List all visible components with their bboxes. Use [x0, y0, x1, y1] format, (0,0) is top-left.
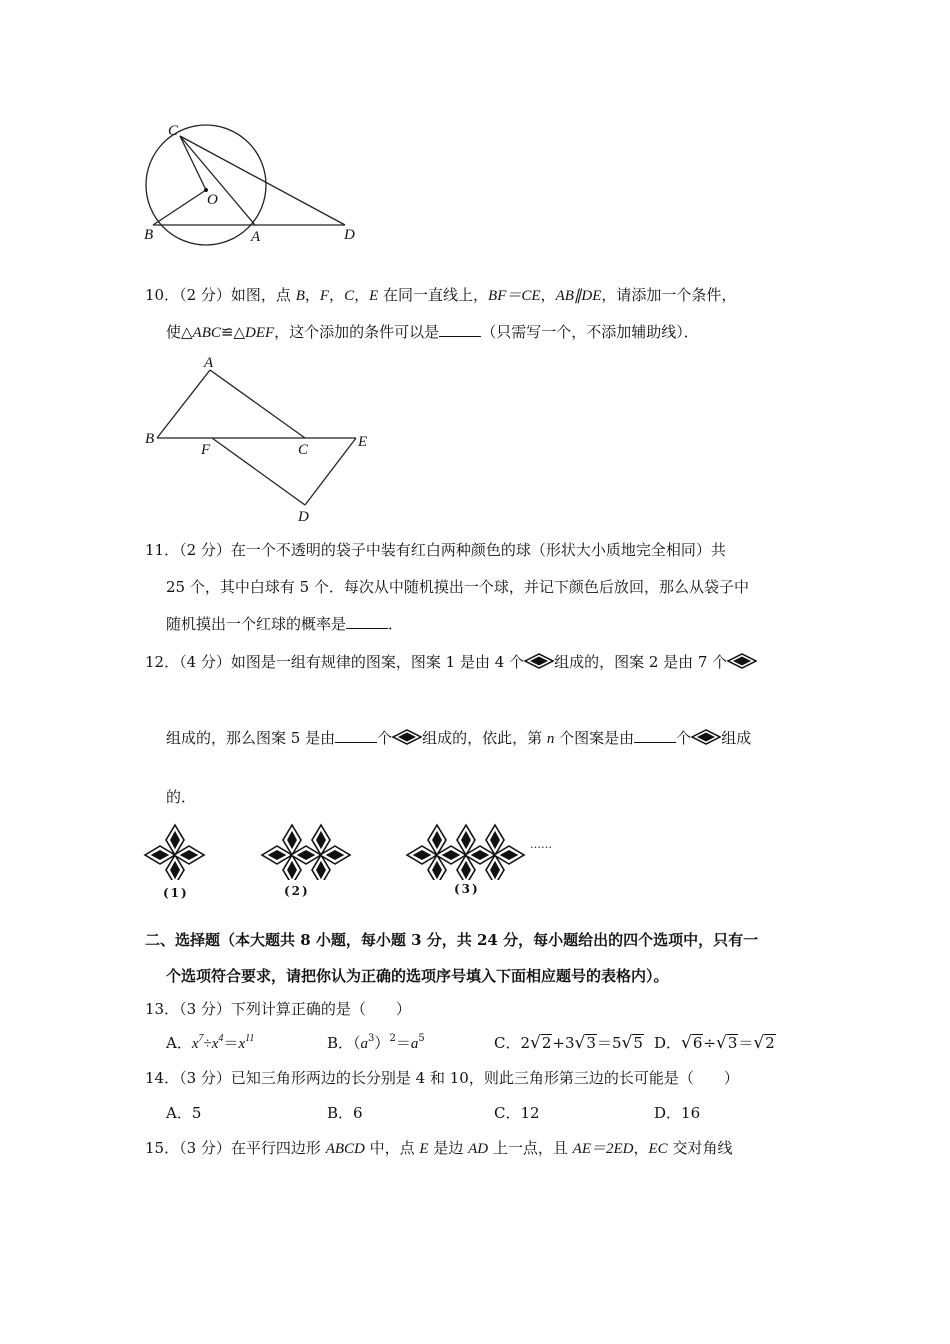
- option-label: C．: [494, 1034, 521, 1052]
- diamond-icon: [727, 653, 757, 669]
- diamond-icon: [392, 729, 422, 745]
- answer-blank-5[interactable]: [335, 728, 377, 743]
- label-a: A: [204, 355, 214, 371]
- text: 组成的，依此，第: [422, 729, 547, 747]
- segment-ca: [180, 136, 255, 225]
- text: 个图案是由: [554, 729, 635, 747]
- text: ．: [388, 615, 404, 633]
- q14-option-d[interactable]: [654, 1103, 700, 1123]
- text: 组成: [721, 729, 752, 747]
- section-heading: 二、选择题（本大题共 8 小题，每小题 3 分，共 24 分，每小题给出的四个选项中，只有一: [145, 931, 759, 949]
- segment-ab: [157, 370, 210, 438]
- text: 如图是一组有规律的图案，图案 1 是由 4 个: [230, 653, 525, 671]
- math-expression: 2√2+3√3＝5√5: [520, 1033, 643, 1053]
- segment-ac: [210, 370, 305, 438]
- option-label: B．: [327, 1104, 354, 1122]
- question-score: （4 分）: [179, 653, 231, 671]
- option-value: 6: [353, 1104, 363, 1122]
- text: 个: [676, 729, 692, 747]
- text: 中，点: [364, 1139, 420, 1157]
- text: 组成的，图案 2 是由 7 个: [554, 653, 728, 671]
- label-b: B: [144, 227, 154, 243]
- diamond-icon: [691, 729, 721, 745]
- pattern-label-3: (3): [454, 882, 480, 896]
- question-number: 13．: [145, 1000, 180, 1018]
- section-heading-line2: [166, 966, 669, 986]
- q14-line1: [145, 1068, 739, 1088]
- question-number: 12．: [145, 653, 180, 671]
- q13-option-a[interactable]: [166, 1033, 254, 1054]
- question-score: （3 分）: [179, 1139, 231, 1157]
- text: ，: [329, 286, 345, 304]
- q12-line1: [145, 652, 757, 672]
- text: ，: [354, 286, 370, 304]
- text: 组成的，那么图案 5 是由: [166, 729, 336, 747]
- text: 是边: [428, 1139, 469, 1157]
- math-expression: $(a^3)^2=a^5$: [353, 1033, 425, 1052]
- figure-triangles-diagram: [140, 350, 380, 525]
- text: （只需写一个，不添加辅助线）．: [481, 323, 699, 341]
- question-number: 14．: [145, 1069, 180, 1087]
- q12-line3: [166, 787, 196, 807]
- option-value: 16: [681, 1104, 701, 1122]
- option-label: D．: [654, 1034, 682, 1052]
- text: 交对角线: [667, 1139, 733, 1157]
- question-number: 10．: [145, 286, 180, 304]
- q15-line1: [145, 1138, 732, 1159]
- option-label: B．: [327, 1034, 354, 1052]
- point-f: F: [319, 288, 330, 304]
- point-e: E: [419, 1141, 429, 1157]
- text: 如图，点: [230, 286, 296, 304]
- point-e: E: [369, 288, 379, 304]
- variable-n: n: [546, 731, 555, 747]
- option-label: D．: [654, 1104, 682, 1122]
- question-score: （3 分）: [179, 1069, 231, 1087]
- text: ，: [304, 286, 320, 304]
- text: 在平行四边形: [230, 1139, 326, 1157]
- condition-ab-parallel-de: AB∥DE: [555, 288, 602, 304]
- pattern-label-1: (1): [163, 886, 189, 900]
- text: 上一点，且: [488, 1139, 573, 1157]
- label-f: F: [201, 442, 211, 458]
- label-o: O: [207, 192, 218, 208]
- parallelogram-abcd: ABCD: [325, 1141, 365, 1157]
- label-d: D: [344, 227, 355, 243]
- diamond-icon: [524, 653, 554, 669]
- figure-circle-diagram: [140, 118, 365, 248]
- label-d: D: [298, 509, 309, 525]
- text: 25 个，其中白球有 5 个．每次从中随机摸出一个球，并记下颜色后放回，那么从袋子中: [166, 578, 749, 596]
- ellipsis: ……: [530, 838, 552, 851]
- option-value: 5: [191, 1104, 202, 1122]
- q11-line1: [145, 540, 726, 560]
- text: 在同一直线上，: [378, 286, 489, 304]
- question-number: 11．: [145, 541, 180, 559]
- triangle-abc: ABC: [192, 325, 221, 341]
- q11-line3: [166, 614, 403, 634]
- q12-line2: [166, 728, 751, 749]
- label-a: A: [251, 229, 261, 245]
- circle-o: [146, 125, 266, 245]
- question-score: （2 分）: [179, 541, 231, 559]
- label-b: B: [145, 431, 155, 447]
- option-label: A．: [166, 1104, 192, 1122]
- triangle-def: DEF: [245, 325, 275, 341]
- q13-option-c[interactable]: [494, 1033, 644, 1053]
- condition-bf-ce: BF＝CE: [488, 288, 541, 304]
- segment-cd: [180, 136, 345, 225]
- option-label: A．: [166, 1034, 192, 1052]
- label-c: C: [168, 123, 179, 139]
- text: 在一个不透明的袋子中装有红白两种颜色的球（形状大小质地完全相同）共: [230, 541, 726, 559]
- point-b: B: [295, 288, 305, 304]
- q10-line2: [166, 322, 699, 343]
- pattern-sequence-figure: [140, 820, 570, 880]
- text: 已知三角形两边的长分别是 4 和 10，则此三角形第三边的长可能是（ ）: [230, 1069, 739, 1087]
- answer-blank[interactable]: [346, 614, 388, 629]
- congruent-symbol: ≌△: [220, 323, 245, 341]
- segment-ob: [153, 190, 206, 225]
- option-value: 12: [520, 1104, 540, 1122]
- condition-ae-2ed: AE＝2ED: [572, 1141, 634, 1157]
- segment-fd: [212, 438, 305, 505]
- q13-option-b[interactable]: [327, 1033, 425, 1054]
- question-score: （3 分）: [179, 1000, 231, 1018]
- text: 使△: [166, 323, 193, 341]
- question-score: （2 分）: [179, 286, 231, 304]
- q14-option-a[interactable]: [166, 1103, 201, 1123]
- segment-ed: [305, 438, 356, 505]
- text: 的．: [166, 788, 197, 806]
- answer-blank[interactable]: [439, 322, 481, 337]
- point-c: C: [344, 288, 355, 304]
- q13-option-d[interactable]: [654, 1033, 776, 1053]
- answer-blank-n[interactable]: [634, 728, 676, 743]
- text: 下列计算正确的是（ ）: [230, 1000, 411, 1018]
- text: ，这个添加的条件可以是: [274, 323, 440, 341]
- text: ，请添加一个条件，: [601, 286, 737, 304]
- text: ，: [540, 286, 556, 304]
- label-e: E: [358, 434, 368, 450]
- text: ，: [633, 1139, 649, 1157]
- option-label: C．: [494, 1104, 521, 1122]
- math-expression: $x^7\div x^4=x^{11}$: [191, 1033, 255, 1052]
- text: 随机摸出一个红球的概率是: [166, 615, 347, 633]
- section-heading: 个选项符合要求，请把你认为正确的选项序号填入下面相应题号的表格内）。: [166, 967, 669, 985]
- q11-line2: [166, 577, 749, 597]
- q14-option-c[interactable]: [494, 1103, 540, 1123]
- side-ad: AD: [468, 1141, 489, 1157]
- text: 个: [377, 729, 393, 747]
- section-heading-line1: [145, 930, 758, 950]
- label-c: C: [298, 442, 309, 458]
- pattern-label-2: (2): [284, 884, 310, 898]
- question-number: 15．: [145, 1139, 180, 1157]
- segment-ec: EC: [648, 1141, 668, 1157]
- q14-option-b[interactable]: [327, 1103, 363, 1123]
- q13-line1: [145, 999, 411, 1019]
- q10-line1: [145, 285, 736, 306]
- math-expression: √6÷√3＝√2: [681, 1033, 775, 1053]
